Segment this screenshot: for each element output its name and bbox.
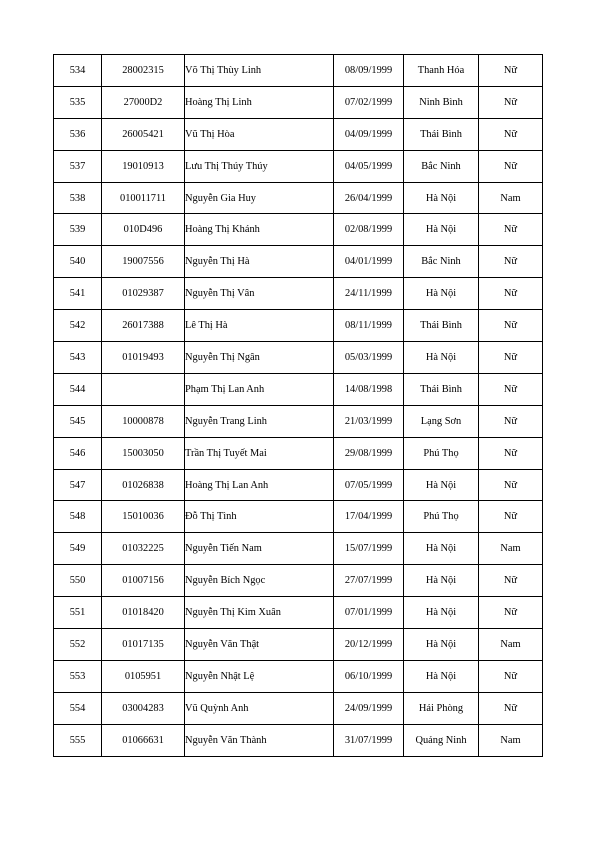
table-row [54,597,543,629]
student-code-cell: 26005421 [102,118,185,150]
gender-cell: Nữ [479,246,543,278]
student-name-cell: Hoàng Thị Linh [185,86,334,118]
student-name-cell: Trần Thị Tuyết Mai [185,437,334,469]
date-of-birth-cell: 17/04/1999 [334,501,404,533]
student-code-cell: 01007156 [102,565,185,597]
table-row [54,278,543,310]
row-number-cell: 536 [54,118,102,150]
table-row [54,182,543,214]
gender-cell: Nữ [479,565,543,597]
student-name-cell: Nguyễn Gia Huy [185,182,334,214]
gender-cell: Nữ [479,342,543,374]
row-number-cell: 540 [54,246,102,278]
row-number-cell: 545 [54,405,102,437]
table-row [54,692,543,724]
student-name-cell: Nguyễn Thị Kim Xuân [185,597,334,629]
row-number-cell: 542 [54,310,102,342]
table-row [54,533,543,565]
gender-cell: Nữ [479,278,543,310]
table-row [54,246,543,278]
table-row [54,565,543,597]
gender-cell: Nữ [479,214,543,246]
row-number-cell: 535 [54,86,102,118]
province-cell: Hà Nội [404,597,479,629]
student-name-cell: Đỗ Thị Tình [185,501,334,533]
date-of-birth-cell: 27/07/1999 [334,565,404,597]
date-of-birth-cell: 07/01/1999 [334,597,404,629]
province-cell: Hà Nội [404,469,479,501]
student-table [53,54,543,757]
gender-cell: Nam [479,724,543,756]
student-name-cell: Nguyễn Văn Thật [185,629,334,661]
student-code-cell: 01026838 [102,469,185,501]
date-of-birth-cell: 04/05/1999 [334,150,404,182]
student-name-cell: Phạm Thị Lan Anh [185,373,334,405]
province-cell: Hà Nội [404,660,479,692]
student-table-body [54,55,543,757]
student-name-cell: Hoàng Thị Lan Anh [185,469,334,501]
gender-cell: Nữ [479,310,543,342]
date-of-birth-cell: 24/11/1999 [334,278,404,310]
row-number-cell: 544 [54,373,102,405]
row-number-cell: 546 [54,437,102,469]
table-row [54,437,543,469]
gender-cell: Nữ [479,86,543,118]
student-name-cell: Vũ Quỳnh Anh [185,692,334,724]
student-name-cell: Võ Thị Thùy Linh [185,55,334,87]
date-of-birth-cell: 08/11/1999 [334,310,404,342]
date-of-birth-cell: 24/09/1999 [334,692,404,724]
student-code-cell: 01017135 [102,629,185,661]
student-name-cell: Lưu Thị Thúy Thúy [185,150,334,182]
gender-cell: Nữ [479,437,543,469]
student-code-cell: 28002315 [102,55,185,87]
province-cell: Quảng Ninh [404,724,479,756]
student-code-cell: 01029387 [102,278,185,310]
table-row [54,405,543,437]
student-code-cell: 03004283 [102,692,185,724]
date-of-birth-cell: 29/08/1999 [334,437,404,469]
table-row [54,86,543,118]
gender-cell: Nữ [479,150,543,182]
student-code-cell: 27000D2 [102,86,185,118]
student-code-cell: 19010913 [102,150,185,182]
student-code-cell: 19007556 [102,246,185,278]
table-row [54,150,543,182]
date-of-birth-cell: 07/05/1999 [334,469,404,501]
student-name-cell: Nguyễn Thị Hà [185,246,334,278]
row-number-cell: 552 [54,629,102,661]
student-code-cell [102,373,185,405]
date-of-birth-cell: 31/07/1999 [334,724,404,756]
province-cell: Hà Nội [404,565,479,597]
row-number-cell: 539 [54,214,102,246]
student-name-cell: Vũ Thị Hòa [185,118,334,150]
province-cell: Hà Nội [404,629,479,661]
province-cell: Hà Nội [404,182,479,214]
gender-cell: Nữ [479,692,543,724]
table-row [54,660,543,692]
student-name-cell: Nguyễn Văn Thành [185,724,334,756]
student-name-cell: Nguyễn Tiến Nam [185,533,334,565]
row-number-cell: 549 [54,533,102,565]
date-of-birth-cell: 08/09/1999 [334,55,404,87]
student-code-cell: 15010036 [102,501,185,533]
gender-cell: Nữ [479,405,543,437]
province-cell: Lạng Sơn [404,405,479,437]
date-of-birth-cell: 21/03/1999 [334,405,404,437]
gender-cell: Nữ [479,660,543,692]
student-code-cell: 01018420 [102,597,185,629]
province-cell: Hà Nội [404,342,479,374]
row-number-cell: 548 [54,501,102,533]
province-cell: Thái Bình [404,373,479,405]
table-row [54,342,543,374]
student-code-cell: 0105951 [102,660,185,692]
table-row [54,724,543,756]
table-row [54,310,543,342]
row-number-cell: 541 [54,278,102,310]
gender-cell: Nam [479,629,543,661]
date-of-birth-cell: 26/04/1999 [334,182,404,214]
province-cell: Bắc Ninh [404,246,479,278]
date-of-birth-cell: 04/01/1999 [334,246,404,278]
province-cell: Phú Thọ [404,437,479,469]
student-name-cell: Nguyễn Trang Linh [185,405,334,437]
province-cell: Phú Thọ [404,501,479,533]
student-code-cell: 010011711 [102,182,185,214]
province-cell: Hải Phòng [404,692,479,724]
row-number-cell: 550 [54,565,102,597]
student-name-cell: Hoàng Thị Khánh [185,214,334,246]
table-row [54,55,543,87]
table-row [54,214,543,246]
gender-cell: Nữ [479,373,543,405]
province-cell: Hà Nội [404,214,479,246]
province-cell: Ninh Bình [404,86,479,118]
table-row [54,118,543,150]
student-name-cell: Nguyễn Nhật Lệ [185,660,334,692]
date-of-birth-cell: 07/02/1999 [334,86,404,118]
gender-cell: Nam [479,182,543,214]
date-of-birth-cell: 02/08/1999 [334,214,404,246]
row-number-cell: 551 [54,597,102,629]
table-row [54,629,543,661]
student-code-cell: 10000878 [102,405,185,437]
student-name-cell: Nguyễn Thị Vân [185,278,334,310]
province-cell: Hà Nội [404,278,479,310]
date-of-birth-cell: 06/10/1999 [334,660,404,692]
province-cell: Bắc Ninh [404,150,479,182]
gender-cell: Nữ [479,118,543,150]
student-code-cell: 010D496 [102,214,185,246]
gender-cell: Nữ [479,501,543,533]
table-row [54,469,543,501]
row-number-cell: 543 [54,342,102,374]
student-code-cell: 26017388 [102,310,185,342]
student-code-cell: 01032225 [102,533,185,565]
province-cell: Thanh Hóa [404,55,479,87]
row-number-cell: 547 [54,469,102,501]
student-code-cell: 01066631 [102,724,185,756]
gender-cell: Nam [479,533,543,565]
row-number-cell: 537 [54,150,102,182]
date-of-birth-cell: 14/08/1998 [334,373,404,405]
province-cell: Hà Nội [404,533,479,565]
table-row [54,501,543,533]
gender-cell: Nữ [479,597,543,629]
province-cell: Thái Bình [404,118,479,150]
row-number-cell: 534 [54,55,102,87]
row-number-cell: 538 [54,182,102,214]
student-name-cell: Nguyễn Thị Ngân [185,342,334,374]
table-row [54,373,543,405]
date-of-birth-cell: 15/07/1999 [334,533,404,565]
student-name-cell: Lê Thị Hà [185,310,334,342]
gender-cell: Nữ [479,469,543,501]
date-of-birth-cell: 04/09/1999 [334,118,404,150]
date-of-birth-cell: 05/03/1999 [334,342,404,374]
row-number-cell: 554 [54,692,102,724]
row-number-cell: 555 [54,724,102,756]
date-of-birth-cell: 20/12/1999 [334,629,404,661]
student-code-cell: 15003050 [102,437,185,469]
province-cell: Thái Bình [404,310,479,342]
row-number-cell: 553 [54,660,102,692]
student-name-cell: Nguyễn Bích Ngọc [185,565,334,597]
student-code-cell: 01019493 [102,342,185,374]
gender-cell: Nữ [479,55,543,87]
